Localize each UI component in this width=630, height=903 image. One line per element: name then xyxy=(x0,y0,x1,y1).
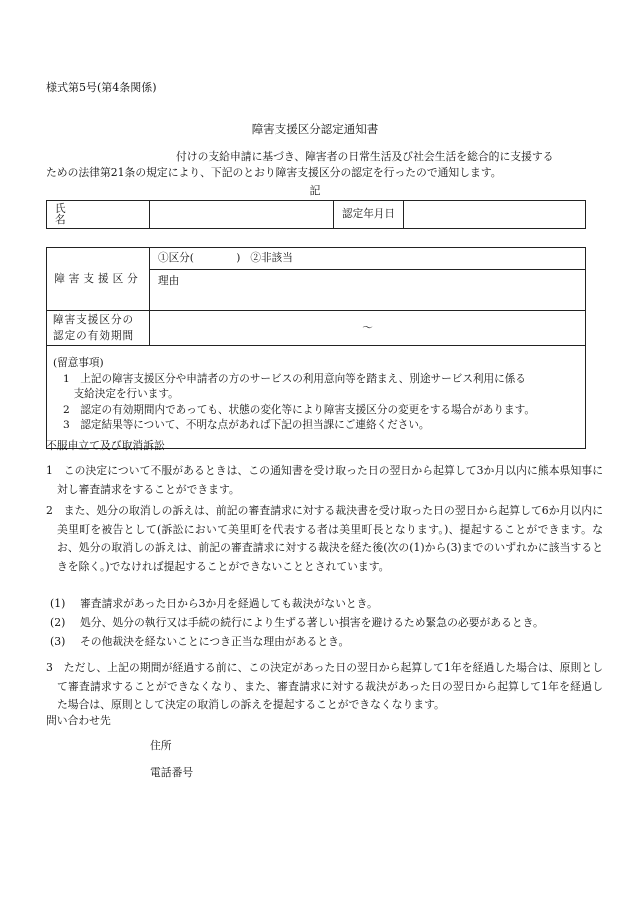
note-item: 2 認定の有効期間内であっても、状態の変化等により障害支援区分の変更をする場合があります。 xyxy=(63,403,535,416)
validity-period-field[interactable]: ～ xyxy=(150,311,586,346)
name-field[interactable] xyxy=(150,201,334,229)
notes-heading: (留意事項) xyxy=(53,357,104,369)
exception-item: (1) 審査請求があった日から3か月を経過しても裁決がないとき。 xyxy=(50,597,378,610)
classification-options[interactable] xyxy=(150,248,586,270)
certification-date-field[interactable] xyxy=(404,201,586,229)
reason-field[interactable] xyxy=(150,270,586,311)
certification-date-label: 認定年月日 xyxy=(334,201,404,229)
note-item: 3 認定結果等について、不明な点があれば下記の担当課にご連絡ください。 xyxy=(63,419,430,431)
appeal-paragraph-1: 1 この決定について不服があるときは、この通知書を受け取った日の翌日から起算して3か月以内に熊本県知事に対し審査請求をすることができます。 xyxy=(46,464,603,496)
address-label: 住所 xyxy=(150,739,172,752)
ki-heading: 記 xyxy=(309,184,321,197)
appeal-heading: 不服申立て及び取消訴訟 xyxy=(46,439,165,452)
document-title: 障害支援区分認定通知書 xyxy=(251,122,379,136)
form-number: 様式第5号(第4条関係) xyxy=(46,81,157,94)
exception-item: (2) 処分、処分の執行又は手続の続行により生ずる著しい損害を避けるため緊急の必要があるとき。 xyxy=(50,616,544,629)
contact-heading: 問い合わせ先 xyxy=(46,714,111,727)
classification-table xyxy=(46,247,586,449)
appeal-paragraph-2: 2 また、処分の取消しの訴えは、前記の審査請求に対する裁決書を受け取った日の翌日から起算して6か月以内に美里町を被告として(訴訟において美里町を代表する者は美里町長となります。)、提起することができます。なお、処分の取消しの訴えは、前記の審査請求に対する裁決を経た後(次の(1)から(3)までのいずれかに該当するときを除く。)でなければ提起することができないこととされています。 xyxy=(46,504,603,573)
phone-label: 電話番号 xyxy=(150,766,194,779)
note-item: 支給決定を行います。 xyxy=(63,388,179,400)
intro-line-2: ための法律第21条の規定により、下記のとおり障害支援区分の認定を行ったので通知します。 xyxy=(46,166,502,179)
name-date-table xyxy=(46,200,586,229)
note-item: 1 上記の障害支援区分や申請者の方のサービスの利用意向等を踏まえ、別途サービス利用に係る xyxy=(63,372,526,385)
exception-item: (3) その他裁決を経ないことにつき正当な理由があるとき。 xyxy=(50,635,350,648)
appeal-paragraph-3: 3 ただし、上記の期間が経過する前に、この決定があった日の翌日から起算して1年を経過した場合は、原則として審査請求することができなくなり、また、審査請求に対する裁決があった日の翌日から起算して1年を経過した場合は、原則として決定の取消しの訴えを提起することができなくなります。 xyxy=(46,661,603,711)
name-label: 氏名 xyxy=(47,201,150,229)
notes-box xyxy=(47,346,586,449)
option-not-applicable[interactable]: ②非該当 xyxy=(250,252,293,265)
validity-period-label: 障害支援区分の 認定の有効期間 xyxy=(47,311,150,346)
intro-line-1: 付けの支給申請に基づき、障害者の日常生活及び社会生活を総合的に支援する xyxy=(176,150,554,163)
reason-label: 理由 xyxy=(158,275,180,287)
classification-label: 障害支援区分 xyxy=(47,248,150,311)
option-classification[interactable]: ①区分( ) xyxy=(158,252,241,265)
